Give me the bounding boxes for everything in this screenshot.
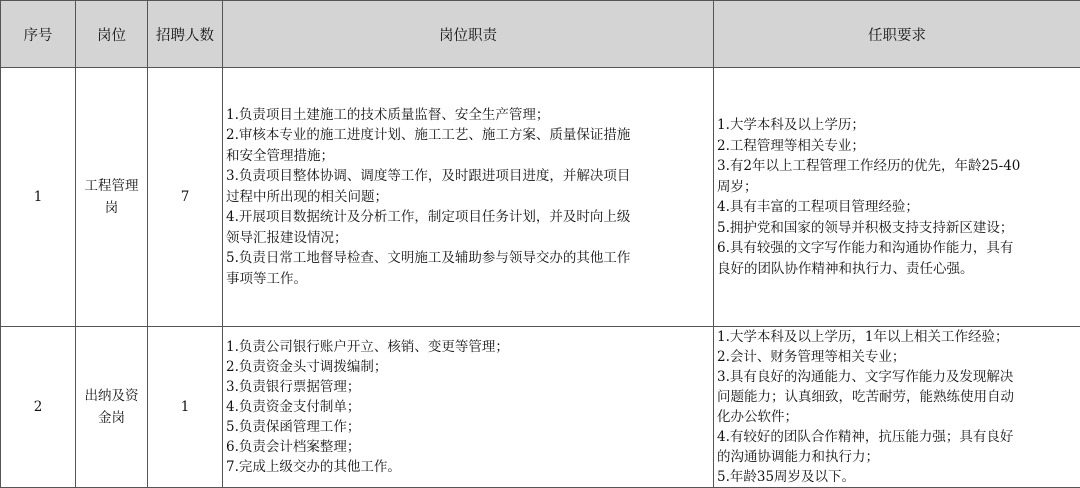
duty-line: 6.负责会计档案整理； (226, 437, 710, 457)
requirement-line: 3.有2年以上工程管理工作经历的优先，年龄25-40 (717, 156, 1077, 177)
duty-line: 3.负责银行票据管理； (226, 377, 710, 397)
position-cell: 工程管理岗 (76, 68, 148, 327)
header-duties: 岗位职责 (223, 1, 714, 68)
duties-cell (223, 68, 714, 327)
header-requirements: 任职要求 (714, 1, 1080, 68)
requirement-line: 1.大学本科及以上学历，1年以上相关工作经验； (717, 327, 1077, 347)
position-cell: 出纳及资金岗 (76, 327, 148, 488)
headcount-cell: 7 (148, 68, 223, 327)
duty-line: 4.开展项目数据统计及分析工作，制定项目任务计划，并及时向上级 (226, 207, 710, 228)
headcount-cell: 1 (148, 327, 223, 488)
header-serial-number: 序号 (1, 1, 76, 68)
duty-line: 2.负责资金头寸调拨编制； (226, 357, 710, 377)
requirement-line: 4.具有丰富的工程项目管理经验； (717, 197, 1077, 218)
table-row (1, 68, 1080, 327)
requirement-line: 3.具有良好的沟通能力、文字写作能力及发现解决 (717, 367, 1077, 387)
table-row (1, 327, 1080, 488)
duty-line: 1.负责项目土建施工的技术质量监督、安全生产管理； (226, 105, 710, 126)
requirement-line: 5.拥护党和国家的领导并积极支持支持新区建设； (717, 218, 1077, 239)
duty-line: 3.负责项目整体协调、调度等工作，及时跟进项目进度，并解决项目 (226, 166, 710, 187)
duty-line: 和安全管理措施； (226, 146, 710, 167)
requirement-line: 4.有较好的团队合作精神，抗压能力强；具有良好 (717, 427, 1077, 447)
duty-line: 5.负责保函管理工作； (226, 417, 710, 437)
duty-line: 过程中所出现的相关问题； (226, 187, 710, 208)
duty-line: 2.审核本专业的施工进度计划、施工工艺、施工方案、质量保证措施 (226, 125, 710, 146)
requirement-line: 问题能力；认真细致，吃苦耐劳，能熟练使用自动 (717, 387, 1077, 407)
requirement-line: 6.具有较强的文字写作能力和沟通协作能力，具有 (717, 238, 1077, 259)
header-row (1, 1, 1080, 68)
requirements-cell (714, 68, 1080, 327)
requirement-line: 1.大学本科及以上学历； (717, 115, 1077, 136)
duty-line: 5.负责日常工地督导检查、文明施工及辅助参与领导交办的其他工作 (226, 248, 710, 269)
requirement-line: 周岁； (717, 177, 1077, 198)
serial-number-cell: 1 (1, 68, 76, 327)
duty-line: 事项等工作。 (226, 269, 710, 290)
requirement-line: 2.会计、财务管理等相关专业； (717, 347, 1077, 367)
duties-cell (223, 327, 714, 488)
serial-number-cell: 2 (1, 327, 76, 488)
requirements-cell (714, 327, 1080, 488)
duty-line: 4.负责资金支付制单； (226, 397, 710, 417)
requirement-line: 良好的团队协作精神和执行力、责任心强。 (717, 259, 1077, 280)
duty-line: 领导汇报建设情况； (226, 228, 710, 249)
duty-line: 1.负责公司银行账户开立、核销、变更等管理； (226, 337, 710, 357)
requirement-line: 的沟通协调能力和执行力； (717, 447, 1077, 467)
header-headcount: 招聘人数 (148, 1, 223, 68)
requirement-line: 2.工程管理等相关专业； (717, 136, 1077, 157)
requirement-line: 5.年龄35周岁及以下。 (717, 467, 1077, 487)
requirement-line: 化办公软件； (717, 407, 1077, 427)
duty-line: 7.完成上级交办的其他工作。 (226, 457, 710, 477)
header-position: 岗位 (76, 1, 148, 68)
